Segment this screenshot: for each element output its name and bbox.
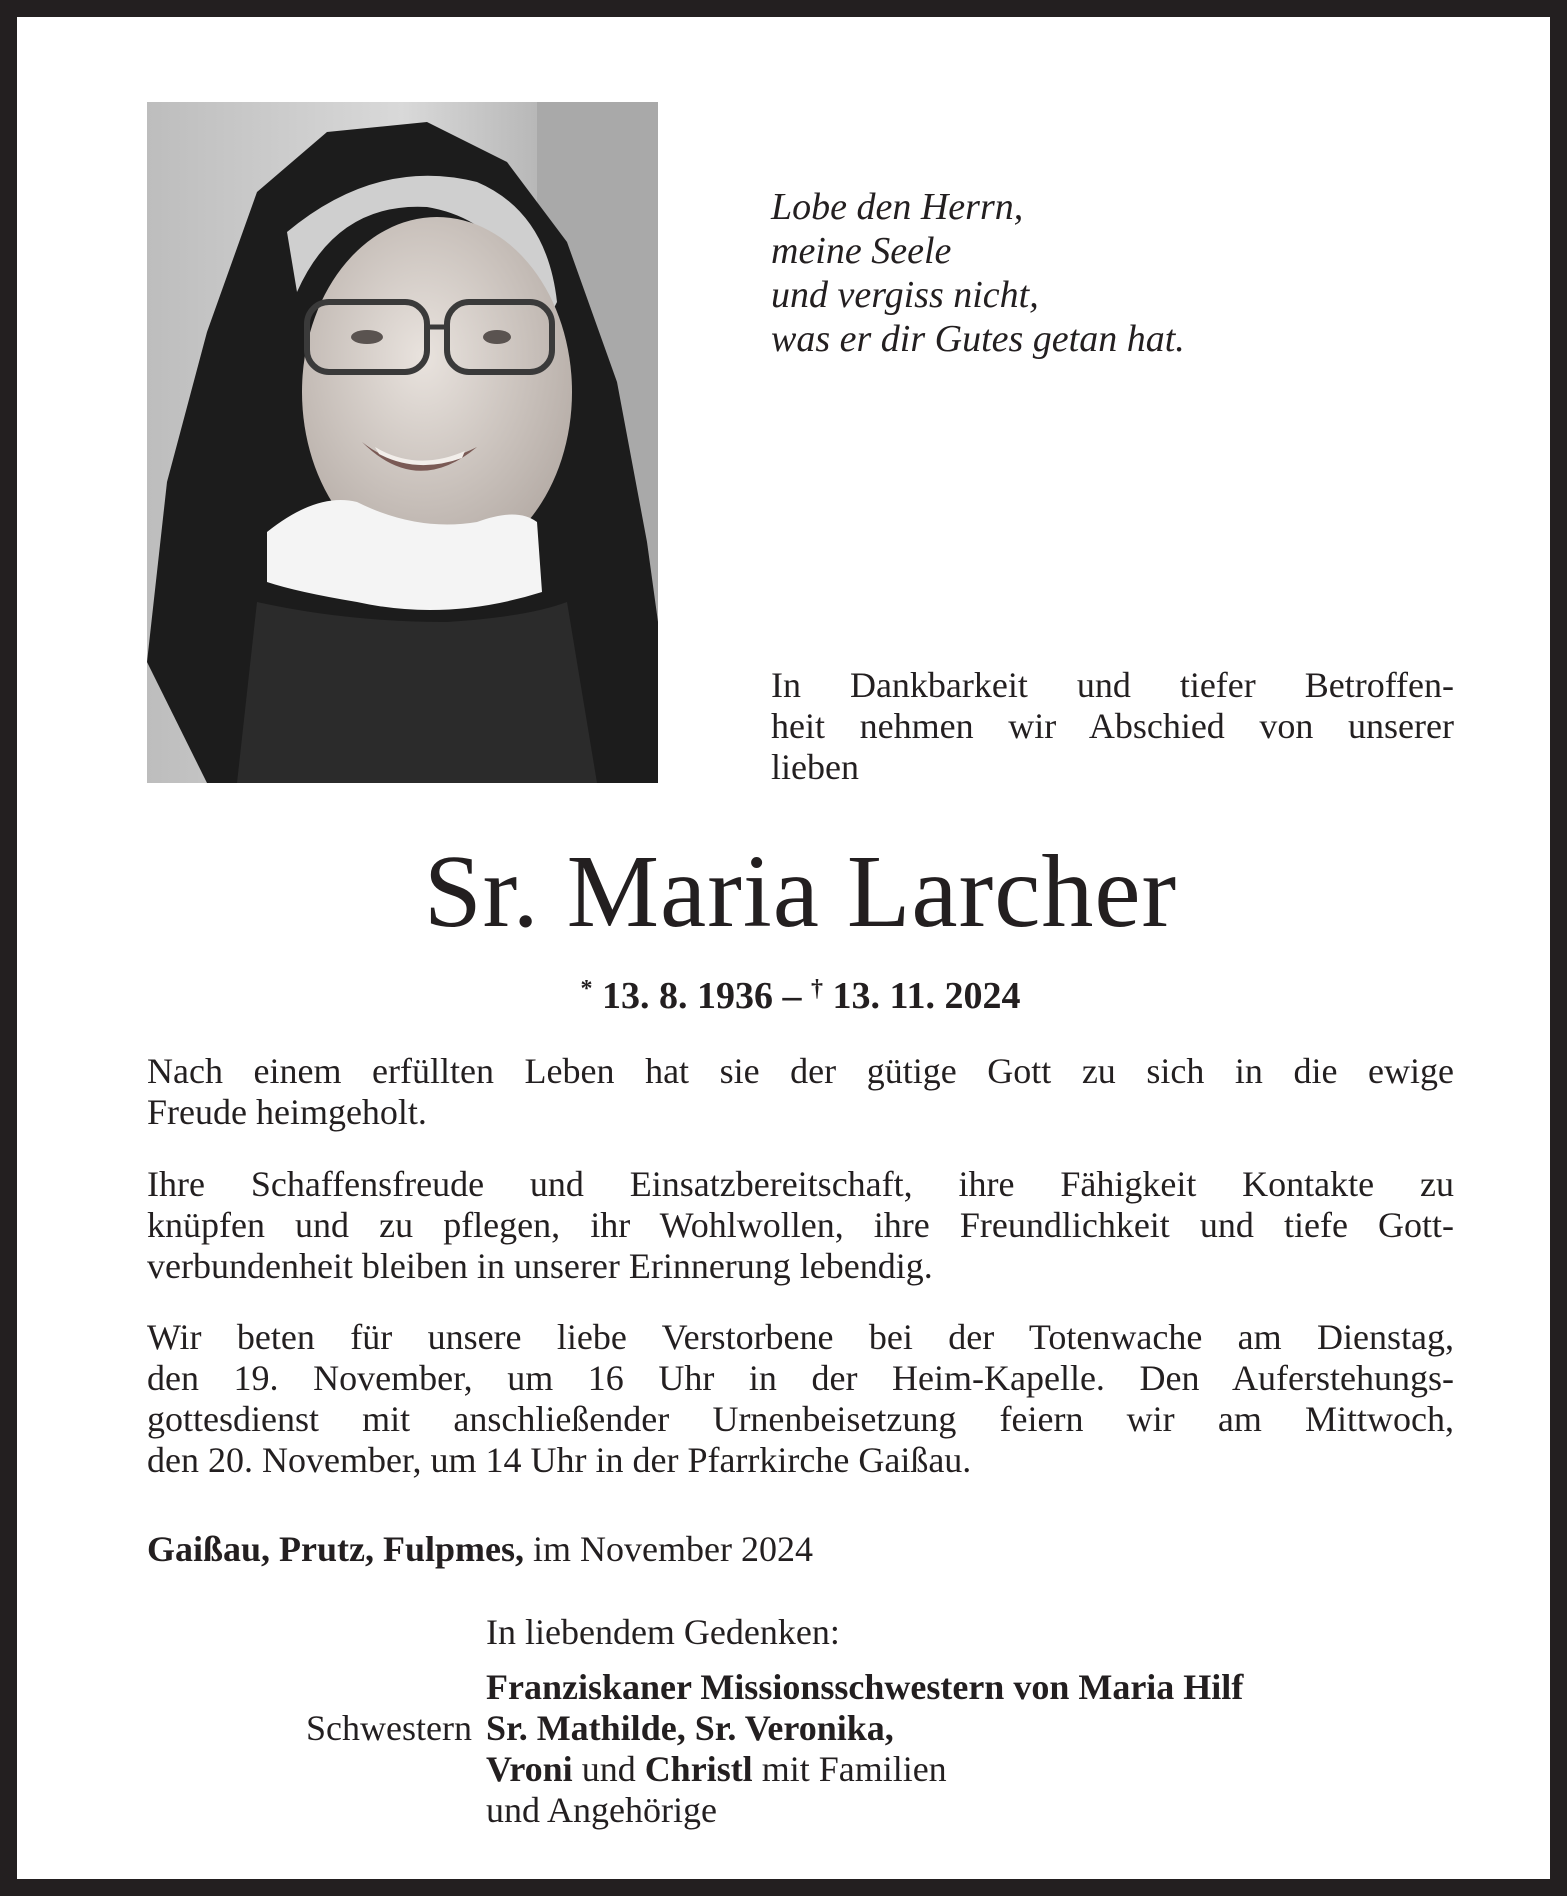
paragraph-line: den 19. November, um 16 Uhr in der Heim-Kapelle. Den Auferstehungs- — [147, 1358, 1454, 1398]
intro-text — [771, 665, 1454, 788]
paragraph-line: Freude heimgeholt. — [147, 1092, 427, 1132]
life-dates — [17, 967, 1567, 1018]
place-and-date — [147, 1529, 813, 1570]
place-date: im November 2024 — [524, 1529, 813, 1569]
intro-line: heit nehmen wir Abschied von unserer — [771, 706, 1454, 746]
signer-order: Franziskaner Missionsschwestern von Maria Hilf — [486, 1667, 1244, 1707]
paragraph-line: verbundenheit bleiben in unserer Erinnerung lebendig. — [147, 1246, 933, 1286]
paragraph-line: Wir beten für unsere liebe Verstorbene bei der Totenwache am Dienstag, — [147, 1317, 1454, 1357]
paragraph-line: Ihre Schaffensfreude und Einsatzbereitschaft, ihre Fähigkeit Kontakte zu — [147, 1164, 1454, 1204]
intro-line: lieben — [771, 747, 859, 787]
signer-sisters: Sr. Mathilde, Sr. Veronika, — [486, 1708, 894, 1748]
verse-line: und vergiss nicht, — [771, 274, 1039, 316]
birth-date: 13. 8. 1936 — [602, 975, 774, 1017]
memory-label: In liebendem Gedenken: — [486, 1612, 840, 1652]
paragraph-line: gottesdienst mit anschließender Urnenbeisetzung feiern wir am Mittwoch, — [147, 1399, 1454, 1439]
paragraph-line: knüpfen und zu pflegen, ihr Wohlwollen, ihre Freundlichkeit und tiefe Gott- — [147, 1205, 1454, 1245]
verse-line: Lobe den Herrn, — [771, 186, 1024, 228]
signer-families: mit Familien — [752, 1749, 947, 1789]
death-date: 13. 11. 2024 — [832, 975, 1021, 1017]
date-separator: – — [782, 975, 802, 1017]
birth-symbol: * — [580, 976, 593, 1002]
verse-line: was er dir Gutes getan hat. — [771, 318, 1185, 360]
signer-connector: und — [572, 1749, 645, 1789]
signer-name: Christl — [644, 1749, 753, 1789]
paragraph-line: den 20. November, um 14 Uhr in der Pfarrkirche Gaißau. — [147, 1440, 972, 1480]
intro-line: In Dankbarkeit und tiefer Betroffen- — [771, 665, 1454, 705]
paragraph-services — [147, 1317, 1454, 1481]
portrait-photo — [147, 102, 658, 783]
verse-line: meine Seele — [771, 230, 952, 272]
bible-verse — [771, 185, 1471, 361]
paragraph-life — [147, 1051, 1454, 1133]
sisters-label: Schwestern — [306, 1708, 472, 1748]
signer-name: Vroni — [486, 1749, 573, 1789]
deceased-name: Sr. Maria Larcher — [423, 834, 1178, 949]
place-locations: Gaißau, Prutz, Fulpmes, — [147, 1529, 525, 1569]
signers-block — [486, 1667, 1486, 1831]
death-symbol: † — [811, 976, 824, 1002]
paragraph-memories — [147, 1164, 1454, 1287]
signer-relatives: und Angehörige — [486, 1790, 717, 1830]
paragraph-line: Nach einem erfüllten Leben hat sie der gütige Gott zu sich in die ewige — [147, 1051, 1454, 1091]
